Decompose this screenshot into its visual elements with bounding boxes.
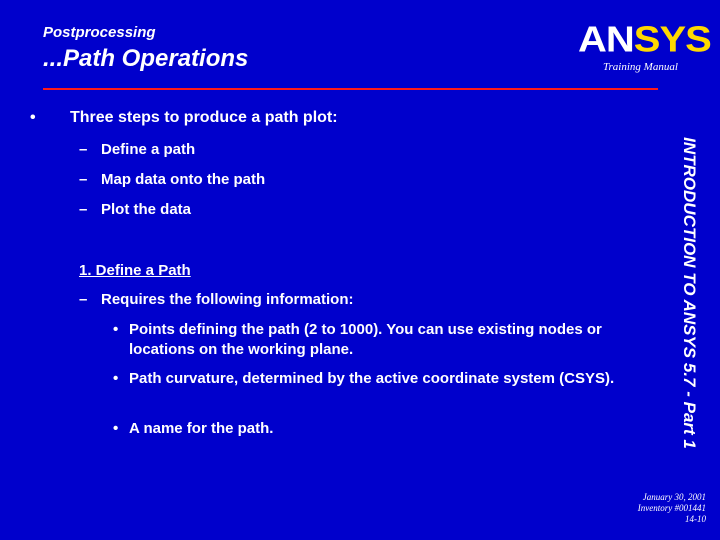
footer <box>638 492 706 525</box>
step-item <box>79 171 265 188</box>
bullet-dot-icon: • <box>30 109 36 126</box>
dash-icon: – <box>79 141 88 158</box>
requirement-item <box>79 291 354 308</box>
footer-page-number: 14-10 <box>685 514 706 524</box>
sub-bullet-text: Path curvature, determined by the active coordinate system (CSYS). <box>129 370 615 387</box>
page-title: ...Path Operations <box>43 45 249 72</box>
dash-icon: – <box>79 291 88 308</box>
sub-bullet-item <box>113 419 653 439</box>
dash-icon: – <box>79 171 88 188</box>
logo-part-sys: SYS <box>633 20 711 60</box>
ansys-logo <box>578 20 711 60</box>
sub-bullet-text: A name for the path. <box>129 420 274 437</box>
step-item <box>79 141 195 158</box>
step-text: Plot the data <box>101 201 192 218</box>
subheading-define-path: 1. Define a Path <box>79 262 191 279</box>
step-text: Define a path <box>101 141 196 158</box>
header-divider <box>43 88 658 90</box>
main-bullet-text: Three steps to produce a path plot: <box>70 109 338 126</box>
side-banner <box>674 100 704 486</box>
training-manual-label: Training Manual <box>603 61 678 73</box>
sub-bullet-item <box>113 320 653 360</box>
step-item <box>79 201 191 218</box>
bullet-dot-icon: • <box>113 321 119 338</box>
sub-bullet-item <box>113 369 653 389</box>
side-banner-text: INTRODUCTION TO ANSYS 5.7 - Part 1 <box>680 137 699 449</box>
logo-part-an: AN <box>578 20 634 60</box>
bullet-dot-icon: • <box>113 370 119 387</box>
dash-icon: – <box>79 201 88 218</box>
requirement-text: Requires the following information: <box>101 291 354 308</box>
footer-inventory: Inventory #001441 <box>637 503 706 513</box>
bullet-dot-icon: • <box>113 420 119 437</box>
step-text: Map data onto the path <box>101 171 266 188</box>
footer-date: January 30, 2001 <box>642 492 706 502</box>
sub-bullet-text: Points defining the path (2 to 1000). You can use existing nodes or locations on the working plane. <box>129 321 602 358</box>
section-title: Postprocessing <box>43 24 156 41</box>
